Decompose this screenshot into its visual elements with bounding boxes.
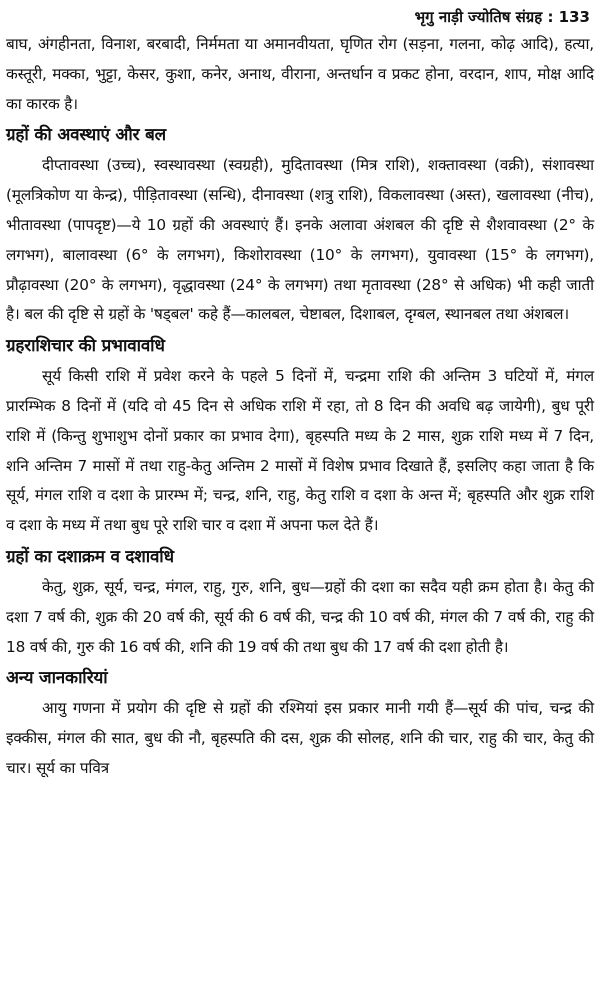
paragraph-dasha-order: केतु, शुक्र, सूर्य, चन्द्र, मंगल, राहु, गुरु, शनि, बुध—ग्रहों की दशा का सदैव यही क्रम होता है। केतु की दशा 7 वर्ष की, शुक्र की 20 वर्ष की, सूर्य की 6 वर्ष की, चन्द्र की 10 वर्ष की, मंगल की 7 वर्ष की, राहु की 18 वर्ष की, गुरु की 16 वर्ष की, शनि की 19 वर्ष की तथा बुध की 17 वर्ष की दशा होती है। (6, 577, 594, 656)
paragraph-planet-states: दीप्तावस्था (उच्च), स्वस्थावस्था (स्वग्रही), मुदितावस्था (मित्र राशि), शक्तावस्था (वक्री), संशावस्था (मूलत्रिकोण या केन्द्र), पीड़ितावस्था (सन्धि), दीनावस्था (शत्रु राशि), विकलावस्था (अस्त), खलावस्था (नीच), भीतावस्था (पापदृष्ट)—ये 10 ग्रहों की अवस्थाएं हैं। इनके अलावा अंशबल की दृष्टि से शैशवावस्था (2° के लगभग), बालावस्था (6° के लगभग), किशोरावस्था (10° के लगभग), युवावस्था (15° के लगभग), प्रौढ़ावस्था (20° के लगभग), वृद्धावस्था (24° के लगभग) तथा मृतावस्था (28° से अधिक) भी कही जाती है। बल की दृष्टि से ग्रहों के 'षड्बल' कहे हैं—कालबल, चेष्टाबल, दिशाबल, दृग्बल, स्थानबल तथा अंशबल। (6, 156, 594, 324)
paragraph-other-info: आयु गणना में प्रयोग की दृष्टि से ग्रहों की रश्मियां इस प्रकार मानी गयी हैं—सूर्य की पांच, चन्द्र की इक्कीस, मंगल की सात, बुध की नौ, बृहस्पति की दस, शुक्र की सोलह, शनि की चार, राहु की चार, केतु की चार। सूर्य का पवित्र (6, 699, 594, 777)
heading-planet-states: ग्रहों की अवस्थाएं और बल (6, 125, 166, 146)
continued-paragraph: बाघ, अंगहीनता, विनाश, बरबादी, निर्ममता या अमानवीयता, घृणित रोग (सड़ना, गलना, कोढ़ आदि), हत्या, कस्तूरी, मक्का, भुट्टा, केसर, कुशा, कनेर, अनाथ, वीराना, अन्तर्धान व प्रकट होना, वरदान, शाप, मोक्ष आदि का कारक है। (6, 35, 594, 113)
paragraph-transit-effect: सूर्य किसी राशि में प्रवेश करने के पहले 5 दिनों में, चन्द्रमा राशि की अन्तिम 3 घटियों में, मंगल प्रारम्भिक 8 दिनों में (यदि वो 45 दिन से अधिक राशि में रहा, तो 8 दिन की अवधि बढ़ जायेगी), बुध पूरी राशि में (किन्तु शुभाशुभ दोनों प्रकार का प्रभाव देगा), बृहस्पति मध्य के 2 मास, शुक्र राशि मध्य में 7 दिन, शनि अन्तिम 7 मासों में तथा राहु-केतु अन्तिम 2 मासों में विशेष प्रभाव दिखाते हैं, इसलिए कहा जाता है कि सूर्य, मंगल राशि व दशा के प्रारम्भ में; चन्द्र, शनि, राहु, केतु राशि व दशा के अन्त में; बृहस्पति और शुक्र राशि व दशा के मध्य में तथा बुध पूरे राशि चार व दशा में अपना फल देते हैं। (6, 367, 594, 535)
heading-dasha-order: ग्रहों का दशाक्रम व दशावधि (6, 546, 174, 567)
running-header: भृगु नाड़ी ज्योतिष संग्रह : 133 (414, 8, 590, 26)
heading-other-info: अन्य जानकारियां (6, 668, 108, 689)
heading-transit-effect: ग्रहराशिचार की प्रभावावधि (6, 336, 165, 357)
